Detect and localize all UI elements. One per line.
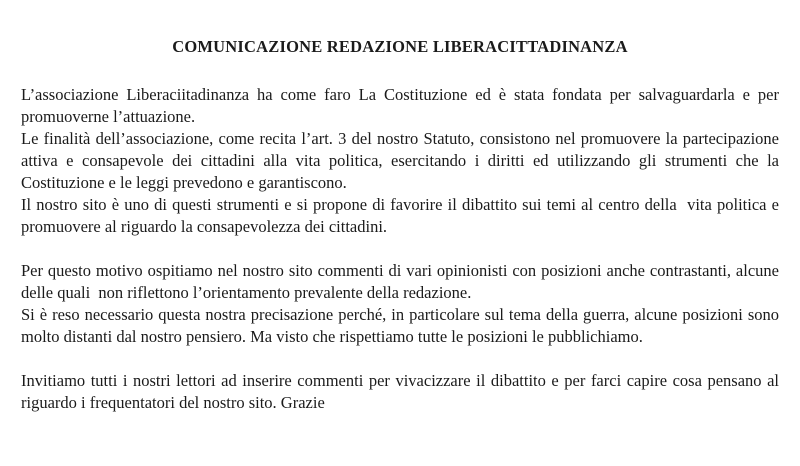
paragraph-precisazione [21, 260, 788, 348]
document-body [21, 84, 788, 414]
paragraph-line: L’associazione Liberaciitadinanza ha come faro La Costituzione ed è stata fondata per salvaguardarla e per promuoverne l’attuazione. [21, 85, 784, 126]
document-title: COMUNICAZIONE REDAZIONE LIBERACITTADINANZA [172, 37, 628, 56]
paragraph-line: Per questo motivo ospitiamo nel nostro sito commenti di vari opinionisti con posizioni anche contrastanti, alcune delle quali non riflettono l’orientamento prevalente della redazione. [21, 261, 784, 302]
paragraph-line: Il nostro sito è uno di questi strumenti e si propone di favorire il dibattito sui temi al centro della vita politica e promuovere al riguardo la consapevolezza dei cittadini. [21, 195, 784, 236]
paragraph-line: Si è reso necessario questa nostra precisazione perché, in particolare sul tema della guerra, alcune posizioni sono molto distanti dal nostro pensiero. Ma visto che rispettiamo tutte le posizioni le pubblichiamo. [21, 305, 788, 346]
paragraph-intro [21, 84, 784, 238]
paragraph-invito [21, 370, 784, 414]
paragraph-line: Invitiamo tutti i nostri lettori ad inserire commenti per vivacizzare il dibattito e per farci capire cosa pensano al riguardo i frequentatori del nostro sito. Grazie [21, 371, 784, 412]
paragraph-line: Le finalità dell’associazione, come recita l’art. 3 del nostro Statuto, consistono nel promuovere la partecipazione attiva e consapevole dei cittadini alla vita politica, esercitando i diritti ed utilizzando gli strumenti che la Costituzione e le leggi prevedono e garantiscono. [21, 129, 784, 192]
